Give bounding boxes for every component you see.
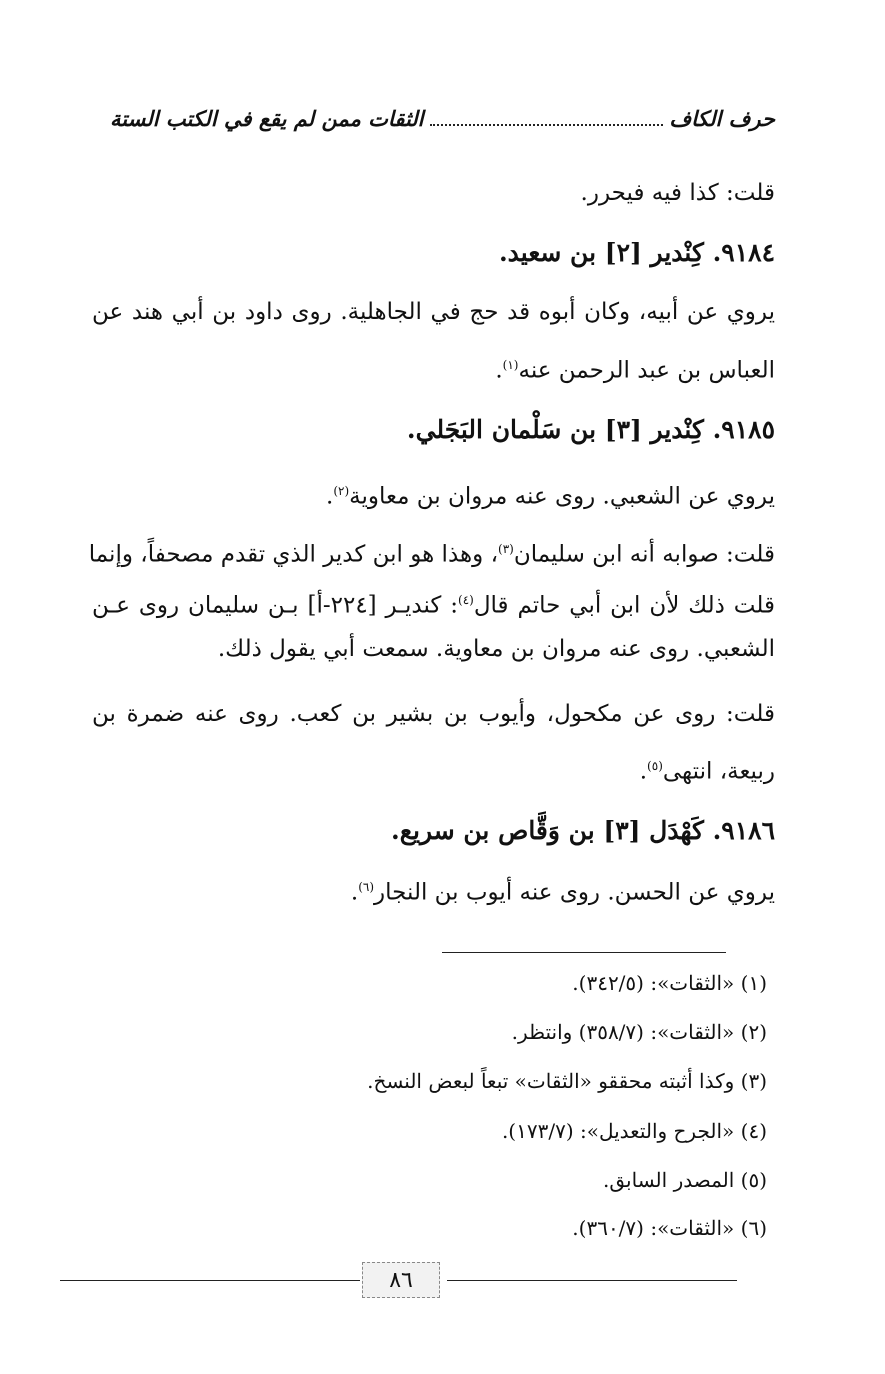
bottom-rule-right: [447, 1280, 737, 1281]
footnote-6: (٦) «الثقات»: (٣٦٠/٧).: [572, 1216, 767, 1240]
body-line: قلت: روى عن مكحول، وأيوب بن بشير بن كعب. روى عنه ضمرة بن: [92, 701, 775, 727]
header-section: حرف الكاف: [669, 106, 775, 131]
body-line: قلت: كذا فيه فيحرر.: [580, 180, 775, 206]
footnote-ref: (٣): [498, 542, 514, 556]
body-text: العباس بن عبد الرحمن عنه: [518, 357, 775, 384]
body-line: [92, 583, 775, 623]
footnote-ref: (٤): [458, 593, 474, 607]
header-book-title: الثقات ممن لم يقع في الكتب الستة: [110, 106, 424, 131]
body-text: يروي عن الشعبي. روى عنه مروان بن معاوية: [349, 483, 775, 510]
page-number: ٨٦: [362, 1262, 440, 1298]
body-line: يروي عن أبيه، وكان أبوه قد حج في الجاهلية. روى داود بن أبي هند عن: [92, 299, 775, 325]
body-line: [92, 474, 775, 514]
period: .: [495, 357, 503, 384]
body-line: [88, 532, 775, 572]
running-header: [110, 106, 775, 131]
period: .: [326, 483, 334, 510]
footnote-ref: (١): [502, 358, 519, 372]
bottom-rule-left: [60, 1280, 360, 1281]
body-line: [92, 348, 775, 388]
body-line: الشعبي. روى عنه مروان بن معاوية. سمعت أبي يقول ذلك.: [217, 636, 775, 662]
body-text: ربيعة، انتهى: [662, 758, 775, 785]
body-text: قلت: صوابه أنه ابن سليمان: [513, 541, 775, 568]
body-line: [92, 749, 775, 789]
footnote-ref: (٦): [358, 880, 375, 894]
body-text: ، وهذا هو ابن كدير الذي تقدم مصحفاً، وإنما: [88, 541, 498, 568]
footnote-ref: (٥): [647, 759, 663, 773]
entry-heading-9184: ٩١٨٤. كِنْدير [٢] بن سعيد.: [498, 238, 775, 267]
footnote-ref: (٢): [333, 484, 350, 498]
footnote-2: (٢) «الثقات»: (٣٥٨/٧) وانتظر.: [511, 1020, 767, 1044]
body-line: [92, 870, 775, 910]
entry-heading-9185: ٩١٨٥. كِنْدير [٣] بن سَلْمان البَجَلي.: [406, 415, 775, 444]
footnote-1: (١) «الثقات»: (٣٤٢/٥).: [572, 971, 767, 995]
body-text: قلت ذلك لأن ابن أبي حاتم قال: [473, 592, 775, 619]
body-text: : كنديـر [٢٢٤-أ] بـن سليمان روى عـن: [92, 592, 458, 619]
header-leader-dots: [430, 116, 664, 126]
footnote-separator: [442, 952, 726, 953]
entry-heading-9186: ٩١٨٦. كَهْدَل [٣] بن وَقَّاص بن سريع.: [390, 816, 775, 845]
footnote-4: (٤) «الجرح والتعديل»: (١٧٣/٧).: [501, 1119, 767, 1143]
period: .: [639, 758, 648, 785]
footnote-3: (٣) وكذا أثبته محققو «الثقات» تبعاً لبعض النسخ.: [367, 1069, 767, 1093]
footnote-5: (٥) المصدر السابق.: [603, 1168, 767, 1192]
period: .: [350, 879, 359, 906]
body-text: يروي عن الحسن. روى عنه أيوب بن النجار: [374, 879, 775, 906]
